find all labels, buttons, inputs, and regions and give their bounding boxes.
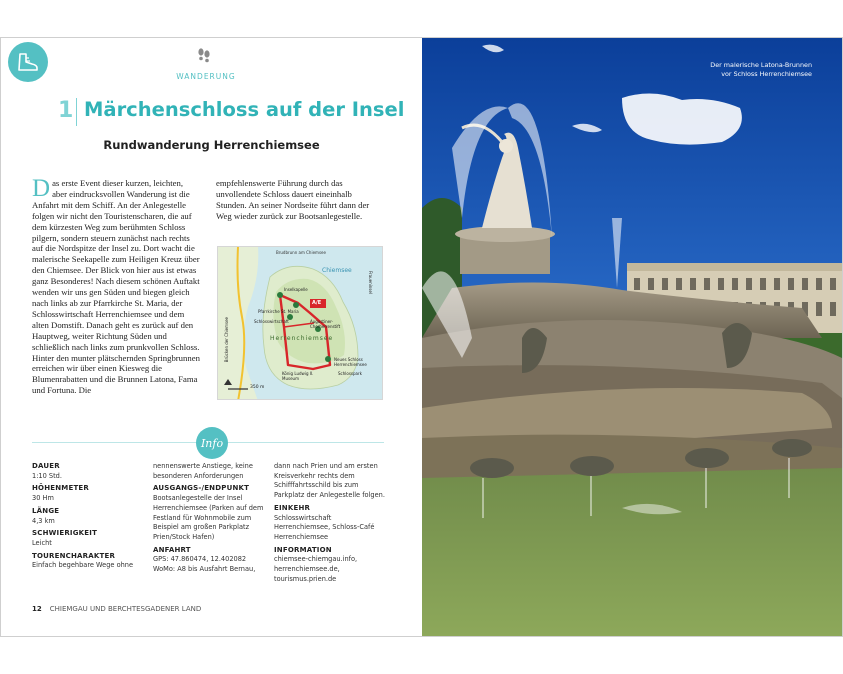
info-item-character [32,552,142,571]
info-item-information [274,546,388,585]
info-item-duration [32,462,142,481]
map-label-inselkapelle: Inselkapelle [284,287,308,292]
info-heading: TOURENCHARAKTER [32,551,116,560]
map-label-chiemsee: Chiemsee [322,267,352,274]
info-item-start [153,484,269,542]
page-number: 12 [32,605,42,613]
title-divider [76,98,77,126]
caption-line-1: Der malerische Latona-Brunnen [710,61,812,69]
map-label-pfarrkirche: Pfarrkirche St. Maria [258,309,299,314]
book-spread [0,37,843,637]
info-item-length [32,507,142,526]
map-label-schlosswirtschaft: Schlosswirtschaft [254,319,289,324]
running-footer: CHIEMGAU UND BERCHTESGADENER LAND [49,605,202,613]
map-label-fraueninsel: Fraueninsel [368,271,373,294]
info-item-food [274,504,388,543]
info-item-elevation [32,484,142,503]
hiking-boot-badge [8,42,48,82]
caption-line-2: vor Schloss Herrenchiemsee [721,70,812,78]
info-item-character-cont [153,462,269,481]
info-heading: SCHWIERIGKEIT [32,529,98,538]
info-heading: ANFAHRT [153,545,191,554]
map-label-domstift: Augustiner-Chorherrenstift [310,319,341,329]
boot-icon [15,51,41,73]
section-label: WANDERUNG [176,72,236,81]
body-text-1: as erste Event dieser kurzen, leichten, aber eindrucksvollen Wanderung ist die Anfahrt mit dem Schiff. An der Anlegestelle folgen wir nicht den Touristenscharen, die auf dem kürzesten Weg zum berühmten Schloss pilgern, sondern steuern zunächst nach rechts auf die Nordspitze der Insel zu. Dort wacht die malerische Seekapelle zum Heiligen Kreuz über den Chiemsee. Der Blick von hier aus ist etwas ganz Besonderes! Nach diesem schönen Auftakt wenden wir uns gen Süden und biegen gleich nach links ab zur Pfarrkirche St. Maria, der Schlosswirtschaft Herrenchiemsee und dem alten Domstift. Danach geht es zurück auf den Hauptweg, weiter Richtung Süden und schließlich nach links zum prunkvollen Schloss. Hinter den munter plätschernden Springbrunnen erreichen wir über einen Kiesweg die Blumenrabatten und die Brunnen Latona, Fama und Fortuna. Die [32,178,200,396]
info-item-difficulty [32,529,142,548]
page-title: Märchenschloss auf der Insel [84,98,405,121]
info-heading: DAUER [32,462,60,470]
info-item-arrival-cont [274,462,388,501]
map-label-herrenchiemsee: Herrenchiemsee [270,335,334,342]
body-column-2: empfehlenswerte Führung durch das unvollendete Schloss dauert eineinhalb Stunden. An seiner Nordseite führt dann der Weg wieder zurück zur Bootsanlegestelle. [216,178,370,221]
info-value: 1:10 Std. [32,471,62,480]
route-number: 1 [58,98,74,123]
map-label-bruecken: Brücken der Chiemsee [224,317,229,363]
info-item-arrival [153,546,269,575]
map-label-museum: König Ludwig II. Museum [282,371,314,381]
info-value: Schlosswirtschaft Herrenchiemsee, Schloss-Café Herrenchiemsee [274,513,375,541]
info-value: Bootsanlegestelle der Insel Herrenchiemsee (Parken auf dem Festland für Wohnmobile zum Beispiel am großen Parkplatz Prien/Stock Hafen) [153,494,264,541]
left-page [1,38,422,636]
info-heading: INFORMATION [274,545,332,554]
info-column-3 [274,462,388,587]
map-scale: 350 m [250,385,265,390]
info-value: dann nach Prien und am ersten Kreisverkehr rechts dem Schifffahrtsschild bis zum Parkplatz der Anlegestelle folgen. [274,462,385,500]
info-column-1 [32,462,142,574]
page-footer [32,605,201,613]
page-subtitle: Rundwanderung Herrenchiemsee [103,138,320,152]
info-heading: EINKEHR [274,503,311,512]
info-heading: AUSGANGS-/ENDPUNKT [153,484,250,493]
photo-caption [672,61,812,79]
info-heading: LÄNGE [32,506,60,515]
info-value: 30 Hm [32,494,54,503]
info-value: Leicht [32,538,52,547]
body-column-1 [32,175,200,396]
map-label-neues-schloss: Neues Schloss Herrenchiemsee [334,357,367,367]
map-route-tag: A/E [312,300,322,306]
map-label-schlosspark: Schlosspark [338,371,362,376]
fountain-photo [422,38,842,636]
map-top-label: Brudbrunn am Chiemsee [276,250,326,255]
right-page-photo [422,38,842,636]
drop-cap: D [32,175,51,202]
info-value: Einfach begehbare Wege ohne [32,561,134,570]
footprints-icon [194,46,214,66]
info-value: 4,3 km [32,516,55,525]
info-value: nennenswerte Anstiege, keine besonderen Anforderungen [153,462,253,480]
info-badge: Info [196,427,228,459]
info-column-2 [153,462,269,578]
route-map [217,246,383,400]
info-value: chiemsee-chiemgau.info, herrenchiemsee.de, tourismus.prien.de [274,555,358,583]
info-heading: HÖHENMETER [32,484,90,493]
info-value: GPS: 47.860474, 12.402082 WoMo: A8 bis Ausfahrt Bernau, [153,555,256,574]
